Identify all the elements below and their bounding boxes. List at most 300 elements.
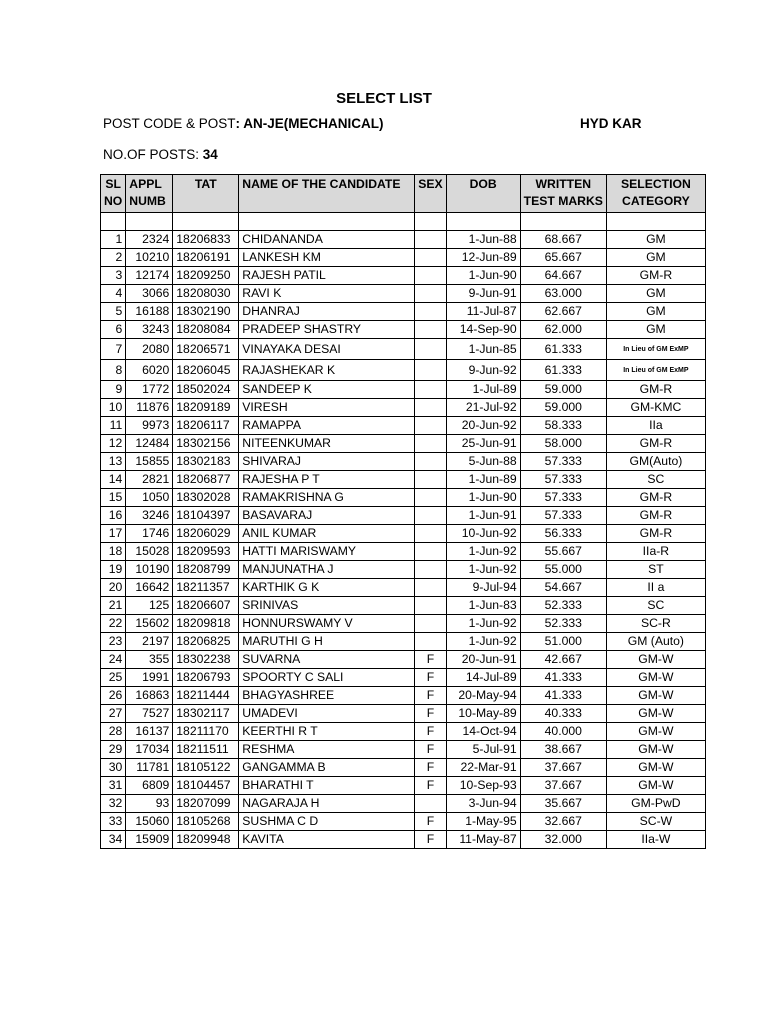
posts-count-label: NO.OF POSTS: (103, 147, 200, 162)
cell-sex: F (415, 813, 446, 831)
cell-selection-category: GM-W (606, 741, 705, 759)
cell-candidate-name: NITEENKUMAR (239, 435, 415, 453)
cell-tat: 18206117 (173, 417, 239, 435)
table-row (101, 633, 706, 651)
cell-sl-no: 4 (101, 285, 126, 303)
cell-selection-category: IIa (606, 417, 705, 435)
cell-sex (415, 615, 446, 633)
cell-written-marks: 41.333 (520, 669, 606, 687)
cell-candidate-name: KEERTHI R T (239, 723, 415, 741)
cell-selection-category: GM-KMC (606, 399, 705, 417)
cell-sex: F (415, 831, 446, 849)
cell-candidate-name: SHIVARAJ (239, 453, 415, 471)
cell-candidate-name: MARUTHI G H (239, 633, 415, 651)
cell-selection-category: GM(Auto) (606, 453, 705, 471)
cell-sex (415, 399, 446, 417)
cell-selection-category: GM (606, 285, 705, 303)
cell-appl-numb: 6020 (126, 360, 173, 381)
cell-written-marks: 62.667 (520, 303, 606, 321)
table-row (101, 777, 706, 795)
cell-candidate-name: BASAVARAJ (239, 507, 415, 525)
cell-sex (415, 360, 446, 381)
cell-written-marks: 54.667 (520, 579, 606, 597)
header-sl-no: SL NO (101, 175, 126, 213)
cell-candidate-name: HONNURSWAMY V (239, 615, 415, 633)
cell-written-marks: 57.333 (520, 453, 606, 471)
cell-candidate-name: RAVI K (239, 285, 415, 303)
cell-sex (415, 579, 446, 597)
cell-appl-numb: 10210 (126, 249, 173, 267)
table-row (101, 687, 706, 705)
cell-tat: 18211444 (173, 687, 239, 705)
cell-tat: 18206607 (173, 597, 239, 615)
table-row (101, 435, 706, 453)
cell-candidate-name: MANJUNATHA J (239, 561, 415, 579)
cell-written-marks: 58.333 (520, 417, 606, 435)
cell-sex (415, 267, 446, 285)
post-code-label: POST CODE & POST (103, 116, 236, 131)
cell-tat: 18104397 (173, 507, 239, 525)
cell-appl-numb: 1746 (126, 525, 173, 543)
cell-selection-category: In Lieu of GM ExMP (606, 339, 705, 360)
cell-tat: 18302156 (173, 435, 239, 453)
cell-tat: 18302183 (173, 453, 239, 471)
cell-written-marks: 37.667 (520, 759, 606, 777)
cell-selection-category: GM-R (606, 525, 705, 543)
cell-sl-no: 33 (101, 813, 126, 831)
cell-candidate-name: SUSHMA C D (239, 813, 415, 831)
cell-tat: 18105268 (173, 813, 239, 831)
cell-sl-no: 12 (101, 435, 126, 453)
cell-tat: 18206877 (173, 471, 239, 489)
cell-sl-no: 15 (101, 489, 126, 507)
cell-written-marks: 63.000 (520, 285, 606, 303)
cell-written-marks: 32.667 (520, 813, 606, 831)
cell-sl-no: 29 (101, 741, 126, 759)
cell-dob: 14-Oct-94 (446, 723, 520, 741)
cell-selection-category: GM-R (606, 381, 705, 399)
cell-dob: 3-Jun-94 (446, 795, 520, 813)
cell-written-marks: 59.000 (520, 399, 606, 417)
cell-sl-no: 23 (101, 633, 126, 651)
table-row (101, 321, 706, 339)
cell-appl-numb: 11781 (126, 759, 173, 777)
header-candidate-name: NAME OF THE CANDIDATE (239, 175, 415, 213)
cell-sex: F (415, 687, 446, 705)
cell-tat: 18209948 (173, 831, 239, 849)
cell-tat: 18104457 (173, 777, 239, 795)
location-label: HYD KAR (580, 116, 642, 131)
cell-written-marks: 55.667 (520, 543, 606, 561)
cell-written-marks: 40.000 (520, 723, 606, 741)
cell-tat: 18206833 (173, 231, 239, 249)
cell-dob: 1-Jun-85 (446, 339, 520, 360)
table-row (101, 339, 706, 360)
table-row (101, 231, 706, 249)
cell-selection-category: GM-R (606, 507, 705, 525)
cell-selection-category: SC (606, 597, 705, 615)
post-code-value: AN-JE(MECHANICAL) (243, 116, 384, 131)
cell-appl-numb: 3243 (126, 321, 173, 339)
cell-selection-category: ST (606, 561, 705, 579)
cell-dob: 1-Jun-83 (446, 597, 520, 615)
cell-sl-no: 9 (101, 381, 126, 399)
cell-sl-no: 18 (101, 543, 126, 561)
cell-sl-no: 13 (101, 453, 126, 471)
cell-appl-numb: 1991 (126, 669, 173, 687)
cell-candidate-name: SRINIVAS (239, 597, 415, 615)
cell-selection-category: IIa-W (606, 831, 705, 849)
cell-dob: 10-May-89 (446, 705, 520, 723)
cell-sex (415, 489, 446, 507)
table-row (101, 669, 706, 687)
cell-selection-category: GM-R (606, 489, 705, 507)
cell-sex (415, 417, 446, 435)
header-sex: SEX (415, 175, 446, 213)
cell-candidate-name: BHAGYASHREE (239, 687, 415, 705)
header-appl-numb: APPL NUMB (126, 175, 173, 213)
cell-sex (415, 471, 446, 489)
header-tat: TAT (173, 175, 239, 213)
cell-candidate-name: SPOORTY C SALI (239, 669, 415, 687)
cell-sl-no: 11 (101, 417, 126, 435)
cell-dob: 5-Jun-88 (446, 453, 520, 471)
cell-written-marks: 42.667 (520, 651, 606, 669)
cell-dob: 12-Jun-89 (446, 249, 520, 267)
cell-written-marks: 59.000 (520, 381, 606, 399)
cell-written-marks: 61.333 (520, 339, 606, 360)
cell-candidate-name: BHARATHI T (239, 777, 415, 795)
table-row (101, 471, 706, 489)
cell-appl-numb: 1772 (126, 381, 173, 399)
cell-candidate-name: VIRESH (239, 399, 415, 417)
cell-written-marks: 51.000 (520, 633, 606, 651)
cell-candidate-name: CHIDANANDA (239, 231, 415, 249)
cell-selection-category: GM-W (606, 705, 705, 723)
cell-selection-category: GM-W (606, 669, 705, 687)
cell-appl-numb: 2821 (126, 471, 173, 489)
cell-dob: 1-Jun-88 (446, 231, 520, 249)
cell-appl-numb: 3246 (126, 507, 173, 525)
cell-selection-category: GM-W (606, 723, 705, 741)
cell-selection-category: GM-W (606, 759, 705, 777)
cell-selection-category: GM-W (606, 687, 705, 705)
table-row (101, 249, 706, 267)
cell-sl-no: 27 (101, 705, 126, 723)
cell-appl-numb: 7527 (126, 705, 173, 723)
cell-written-marks: 68.667 (520, 231, 606, 249)
cell-appl-numb: 125 (126, 597, 173, 615)
cell-written-marks: 57.333 (520, 489, 606, 507)
cell-tat: 18207099 (173, 795, 239, 813)
cell-sex (415, 507, 446, 525)
cell-sex (415, 381, 446, 399)
table-row (101, 705, 706, 723)
cell-candidate-name: RESHMA (239, 741, 415, 759)
cell-sex (415, 633, 446, 651)
cell-written-marks: 56.333 (520, 525, 606, 543)
cell-appl-numb: 12484 (126, 435, 173, 453)
cell-tat: 18206793 (173, 669, 239, 687)
cell-appl-numb: 15602 (126, 615, 173, 633)
table-row (101, 651, 706, 669)
cell-candidate-name: DHANRAJ (239, 303, 415, 321)
cell-candidate-name: RAMAKRISHNA G (239, 489, 415, 507)
cell-appl-numb: 17034 (126, 741, 173, 759)
cell-candidate-name: RAJESH PATIL (239, 267, 415, 285)
cell-tat: 18209593 (173, 543, 239, 561)
cell-sl-no: 31 (101, 777, 126, 795)
cell-sex (415, 321, 446, 339)
cell-selection-category: GM (606, 249, 705, 267)
cell-appl-numb: 355 (126, 651, 173, 669)
cell-candidate-name: NAGARAJA H (239, 795, 415, 813)
cell-sl-no: 25 (101, 669, 126, 687)
cell-appl-numb: 9973 (126, 417, 173, 435)
cell-selection-category: GM-PwD (606, 795, 705, 813)
cell-candidate-name: SUVARNA (239, 651, 415, 669)
cell-tat: 18209250 (173, 267, 239, 285)
cell-sex (415, 249, 446, 267)
cell-tat: 18211357 (173, 579, 239, 597)
table-row (101, 561, 706, 579)
cell-sex (415, 303, 446, 321)
cell-candidate-name: ANIL KUMAR (239, 525, 415, 543)
cell-written-marks: 40.333 (520, 705, 606, 723)
cell-tat: 18209818 (173, 615, 239, 633)
cell-written-marks: 57.333 (520, 471, 606, 489)
cell-tat: 18209189 (173, 399, 239, 417)
table-row (101, 285, 706, 303)
cell-dob: 9-Jun-91 (446, 285, 520, 303)
cell-selection-category: GM-R (606, 267, 705, 285)
cell-dob: 9-Jul-94 (446, 579, 520, 597)
cell-sl-no: 6 (101, 321, 126, 339)
cell-dob: 1-Jun-92 (446, 543, 520, 561)
cell-candidate-name: PRADEEP SHASTRY (239, 321, 415, 339)
cell-tat: 18105122 (173, 759, 239, 777)
cell-tat: 18208799 (173, 561, 239, 579)
posts-count-value: 34 (202, 147, 218, 162)
cell-written-marks: 32.000 (520, 831, 606, 849)
cell-appl-numb: 6809 (126, 777, 173, 795)
cell-appl-numb: 16137 (126, 723, 173, 741)
cell-sex (415, 231, 446, 249)
cell-sl-no: 32 (101, 795, 126, 813)
cell-dob: 20-Jun-91 (446, 651, 520, 669)
cell-sl-no: 30 (101, 759, 126, 777)
cell-sex (415, 561, 446, 579)
cell-sex (415, 435, 446, 453)
table-row (101, 417, 706, 435)
cell-sl-no: 2 (101, 249, 126, 267)
cell-sex: F (415, 777, 446, 795)
cell-tat: 18302028 (173, 489, 239, 507)
cell-tat: 18206191 (173, 249, 239, 267)
cell-dob: 1-Jun-90 (446, 267, 520, 285)
cell-dob: 1-Jun-90 (446, 489, 520, 507)
select-list-table (100, 174, 706, 849)
table-row (101, 453, 706, 471)
table-row (101, 723, 706, 741)
cell-dob: 1-Jun-91 (446, 507, 520, 525)
blank-row (101, 213, 706, 231)
cell-appl-numb: 11876 (126, 399, 173, 417)
cell-candidate-name: UMADEVI (239, 705, 415, 723)
header-dob: DOB (446, 175, 520, 213)
cell-sl-no: 28 (101, 723, 126, 741)
table-row (101, 399, 706, 417)
cell-dob: 5-Jul-91 (446, 741, 520, 759)
cell-sl-no: 1 (101, 231, 126, 249)
cell-candidate-name: GANGAMMA B (239, 759, 415, 777)
cell-tat: 18206045 (173, 360, 239, 381)
cell-candidate-name: RAJASHEKAR K (239, 360, 415, 381)
cell-appl-numb: 2197 (126, 633, 173, 651)
cell-selection-category: GM (606, 321, 705, 339)
cell-selection-category: In Lieu of GM ExMP (606, 360, 705, 381)
table-row (101, 813, 706, 831)
cell-written-marks: 41.333 (520, 687, 606, 705)
cell-sl-no: 17 (101, 525, 126, 543)
cell-selection-category: SC (606, 471, 705, 489)
cell-sl-no: 5 (101, 303, 126, 321)
cell-appl-numb: 12174 (126, 267, 173, 285)
cell-written-marks: 61.333 (520, 360, 606, 381)
cell-selection-category: GM (606, 231, 705, 249)
cell-selection-category: GM-R (606, 435, 705, 453)
cell-sex (415, 285, 446, 303)
table-row (101, 381, 706, 399)
cell-dob: 1-Jun-89 (446, 471, 520, 489)
cell-tat: 18206571 (173, 339, 239, 360)
cell-written-marks: 35.667 (520, 795, 606, 813)
cell-dob: 11-May-87 (446, 831, 520, 849)
table-row (101, 489, 706, 507)
cell-tat: 18211170 (173, 723, 239, 741)
table-row (101, 597, 706, 615)
cell-sex: F (415, 741, 446, 759)
cell-candidate-name: VINAYAKA DESAI (239, 339, 415, 360)
cell-sl-no: 14 (101, 471, 126, 489)
cell-written-marks: 52.333 (520, 597, 606, 615)
cell-appl-numb: 2080 (126, 339, 173, 360)
cell-sl-no: 19 (101, 561, 126, 579)
cell-sl-no: 7 (101, 339, 126, 360)
cell-sl-no: 3 (101, 267, 126, 285)
cell-selection-category: II a (606, 579, 705, 597)
cell-tat: 18206825 (173, 633, 239, 651)
cell-written-marks: 58.000 (520, 435, 606, 453)
cell-sex (415, 795, 446, 813)
cell-sl-no: 8 (101, 360, 126, 381)
cell-sex (415, 453, 446, 471)
cell-selection-category: SC-R (606, 615, 705, 633)
cell-dob: 1-Jun-92 (446, 633, 520, 651)
page-title: SELECT LIST (336, 90, 432, 107)
cell-written-marks: 62.000 (520, 321, 606, 339)
cell-selection-category: GM (606, 303, 705, 321)
cell-appl-numb: 16188 (126, 303, 173, 321)
table-row (101, 543, 706, 561)
cell-dob: 9-Jun-92 (446, 360, 520, 381)
cell-appl-numb: 3066 (126, 285, 173, 303)
cell-appl-numb: 15028 (126, 543, 173, 561)
cell-sl-no: 21 (101, 597, 126, 615)
cell-sl-no: 24 (101, 651, 126, 669)
cell-sl-no: 20 (101, 579, 126, 597)
cell-dob: 14-Sep-90 (446, 321, 520, 339)
cell-candidate-name: RAJESHA P T (239, 471, 415, 489)
cell-sex (415, 525, 446, 543)
table-row (101, 759, 706, 777)
cell-sl-no: 34 (101, 831, 126, 849)
cell-dob: 11-Jul-87 (446, 303, 520, 321)
cell-candidate-name: KAVITA (239, 831, 415, 849)
cell-sex: F (415, 705, 446, 723)
cell-tat: 18302238 (173, 651, 239, 669)
cell-tat: 18502024 (173, 381, 239, 399)
cell-sex: F (415, 759, 446, 777)
table-row (101, 267, 706, 285)
header-written-marks: WRITTEN TEST MARKS (520, 175, 606, 213)
cell-written-marks: 55.000 (520, 561, 606, 579)
cell-dob: 14-Jul-89 (446, 669, 520, 687)
cell-dob: 20-Jun-92 (446, 417, 520, 435)
cell-sex: F (415, 651, 446, 669)
table-row (101, 360, 706, 381)
table-row (101, 741, 706, 759)
cell-written-marks: 65.667 (520, 249, 606, 267)
cell-dob: 10-Sep-93 (446, 777, 520, 795)
cell-dob: 1-May-95 (446, 813, 520, 831)
cell-sex (415, 597, 446, 615)
post-code-line: POST CODE & POST: AN-JE(MECHANICAL) (103, 116, 384, 131)
cell-selection-category: GM-W (606, 651, 705, 669)
cell-sl-no: 10 (101, 399, 126, 417)
cell-candidate-name: KARTHIK G K (239, 579, 415, 597)
cell-appl-numb: 16642 (126, 579, 173, 597)
cell-sex (415, 339, 446, 360)
table-row (101, 615, 706, 633)
cell-sl-no: 16 (101, 507, 126, 525)
cell-candidate-name: HATTI MARISWAMY (239, 543, 415, 561)
cell-selection-category: GM-W (606, 777, 705, 795)
table-row (101, 795, 706, 813)
cell-appl-numb: 15909 (126, 831, 173, 849)
cell-candidate-name: RAMAPPA (239, 417, 415, 435)
header-selection-category: SELECTION CATEGORY (606, 175, 705, 213)
table-row (101, 303, 706, 321)
cell-selection-category: SC-W (606, 813, 705, 831)
cell-appl-numb: 2324 (126, 231, 173, 249)
table-header-row (101, 175, 706, 213)
cell-appl-numb: 93 (126, 795, 173, 813)
table-row (101, 507, 706, 525)
cell-candidate-name: SANDEEP K (239, 381, 415, 399)
table-row (101, 831, 706, 849)
cell-dob: 1-Jun-92 (446, 561, 520, 579)
cell-dob: 25-Jun-91 (446, 435, 520, 453)
cell-written-marks: 52.333 (520, 615, 606, 633)
cell-tat: 18302190 (173, 303, 239, 321)
cell-appl-numb: 10190 (126, 561, 173, 579)
cell-dob: 1-Jun-92 (446, 615, 520, 633)
cell-tat: 18206029 (173, 525, 239, 543)
cell-written-marks: 37.667 (520, 777, 606, 795)
cell-appl-numb: 1050 (126, 489, 173, 507)
cell-dob: 10-Jun-92 (446, 525, 520, 543)
